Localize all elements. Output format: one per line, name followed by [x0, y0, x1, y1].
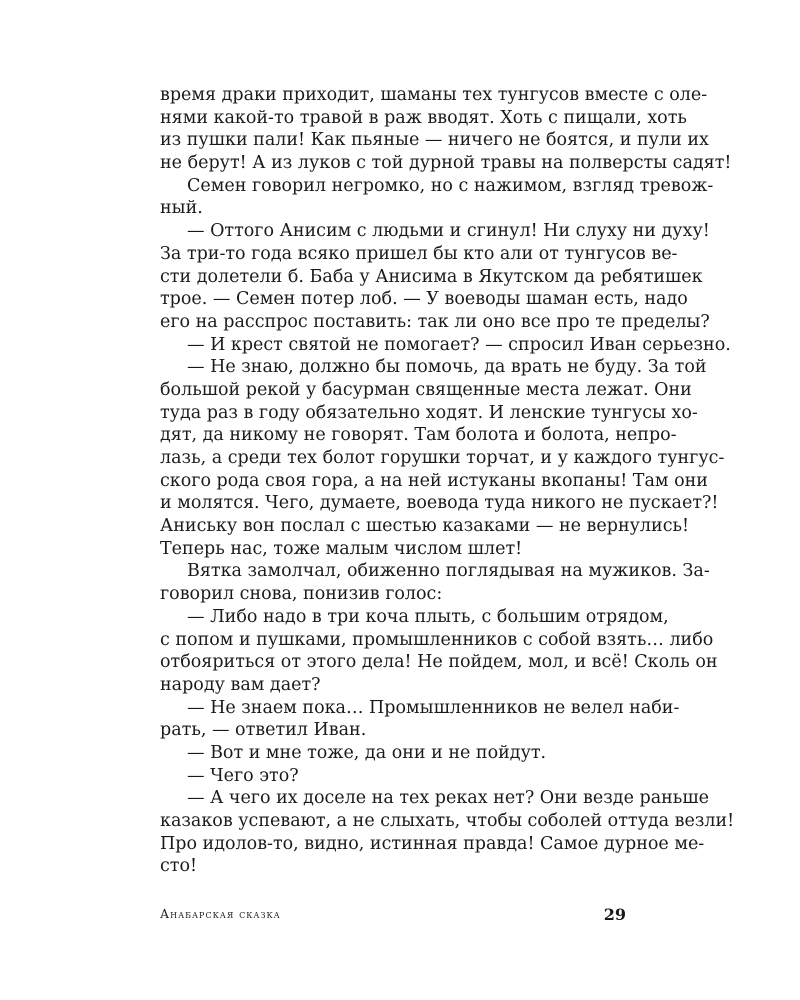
text-line: Семен говорил негромко, но с нажимом, взгляд тревож- [187, 175, 714, 196]
text-line: — Либо надо в три коча плыть, с большим отрядом, [187, 606, 669, 627]
text-line: Теперь нас, тоже малым числом шлет! [160, 538, 523, 559]
text-line: народу вам дает? [160, 674, 321, 695]
text-line: нями какой-то травой в раж вводят. Хоть с пищали, хоть [160, 107, 687, 128]
text-line: — Не знаем пока… Промышленников не велел наби- [187, 697, 680, 718]
page-footer [160, 905, 626, 927]
text-line: За три-то года всяко пришел бы кто али от тунгусов ве- [160, 243, 678, 264]
text-line: казаков успевают, а не слыхать, чтобы соболей оттуда везли! [160, 811, 735, 831]
text-line: его на расспрос поставить: так ли оно все про те пределы? [160, 311, 710, 332]
text-line: ный. [160, 198, 203, 219]
text-line: и молятся. Чего, думаете, воевода туда никого не пускает?! [160, 493, 719, 514]
text-line: Вятка замолчал, обиженно поглядывая на мужиков. За- [187, 561, 710, 582]
text-line: — А чего их доселе на тех реках нет? Они везде раньше [187, 788, 709, 809]
text-line: — Оттого Анисим с людьми и сгинул! Ни слуху ни духу! [187, 221, 710, 242]
text-line: большой рекой у басурман священные места лежат. Они [160, 379, 692, 400]
text-line: время драки приходит, шаманы тех тунгусов вместе с оле- [160, 85, 708, 105]
text-line: Про идолов-то, видно, истинная правда! Самое дурное ме- [160, 833, 705, 854]
text-line: — Вот и мне тоже, да они и не пойдут. [187, 742, 547, 763]
body-text [160, 84, 735, 878]
text-line: рать, — ответил Иван. [160, 720, 367, 741]
text-line: — Чего это? [187, 765, 299, 786]
text-line: трое. — Семен потер лоб. — У воеводы шаман есть, надо [160, 289, 688, 310]
text-line: не берут! А из луков с той дурной травы на полверсты садят! [160, 153, 732, 174]
text-line: говорил снова, понизив голос: [160, 584, 443, 605]
text-line: Аниську вон послал с шестью казаками — не вернулись! [160, 516, 690, 537]
text-line: из пушки пали! Как пьяные — ничего не боятся, и пули их [160, 130, 709, 151]
text-line: сти долетели б. Баба у Анисима в Якутском да ребятишек [160, 266, 703, 287]
running-head: Анабарская сказка [160, 907, 281, 921]
text-line: с попом и пушками, промышленников с собой взять… либо [160, 629, 714, 650]
text-line: — И крест святой не помогает? — спросил Иван серьезно. [187, 334, 731, 355]
page-number: 29 [603, 905, 626, 924]
text-line: туда раз в году обязательно ходят. И ленские тунгусы хо- [160, 402, 698, 423]
text-line: ского рода своя гора, а на ней истуканы вкопаны! Там они [160, 470, 708, 491]
text-line: лазь, а среди тех болот горушки торчат, и у каждого тунгус- [160, 448, 725, 468]
text-line: отбояриться от этого дела! Не пойдем, мол, и всё! Сколь он [160, 652, 718, 673]
text-line: сто! [160, 856, 198, 877]
text-line: дят, да никому не говорят. Там болота и болота, непро- [160, 425, 677, 446]
text-line: — Не знаю, должно бы помочь, да врать не буду. За той [187, 357, 707, 378]
